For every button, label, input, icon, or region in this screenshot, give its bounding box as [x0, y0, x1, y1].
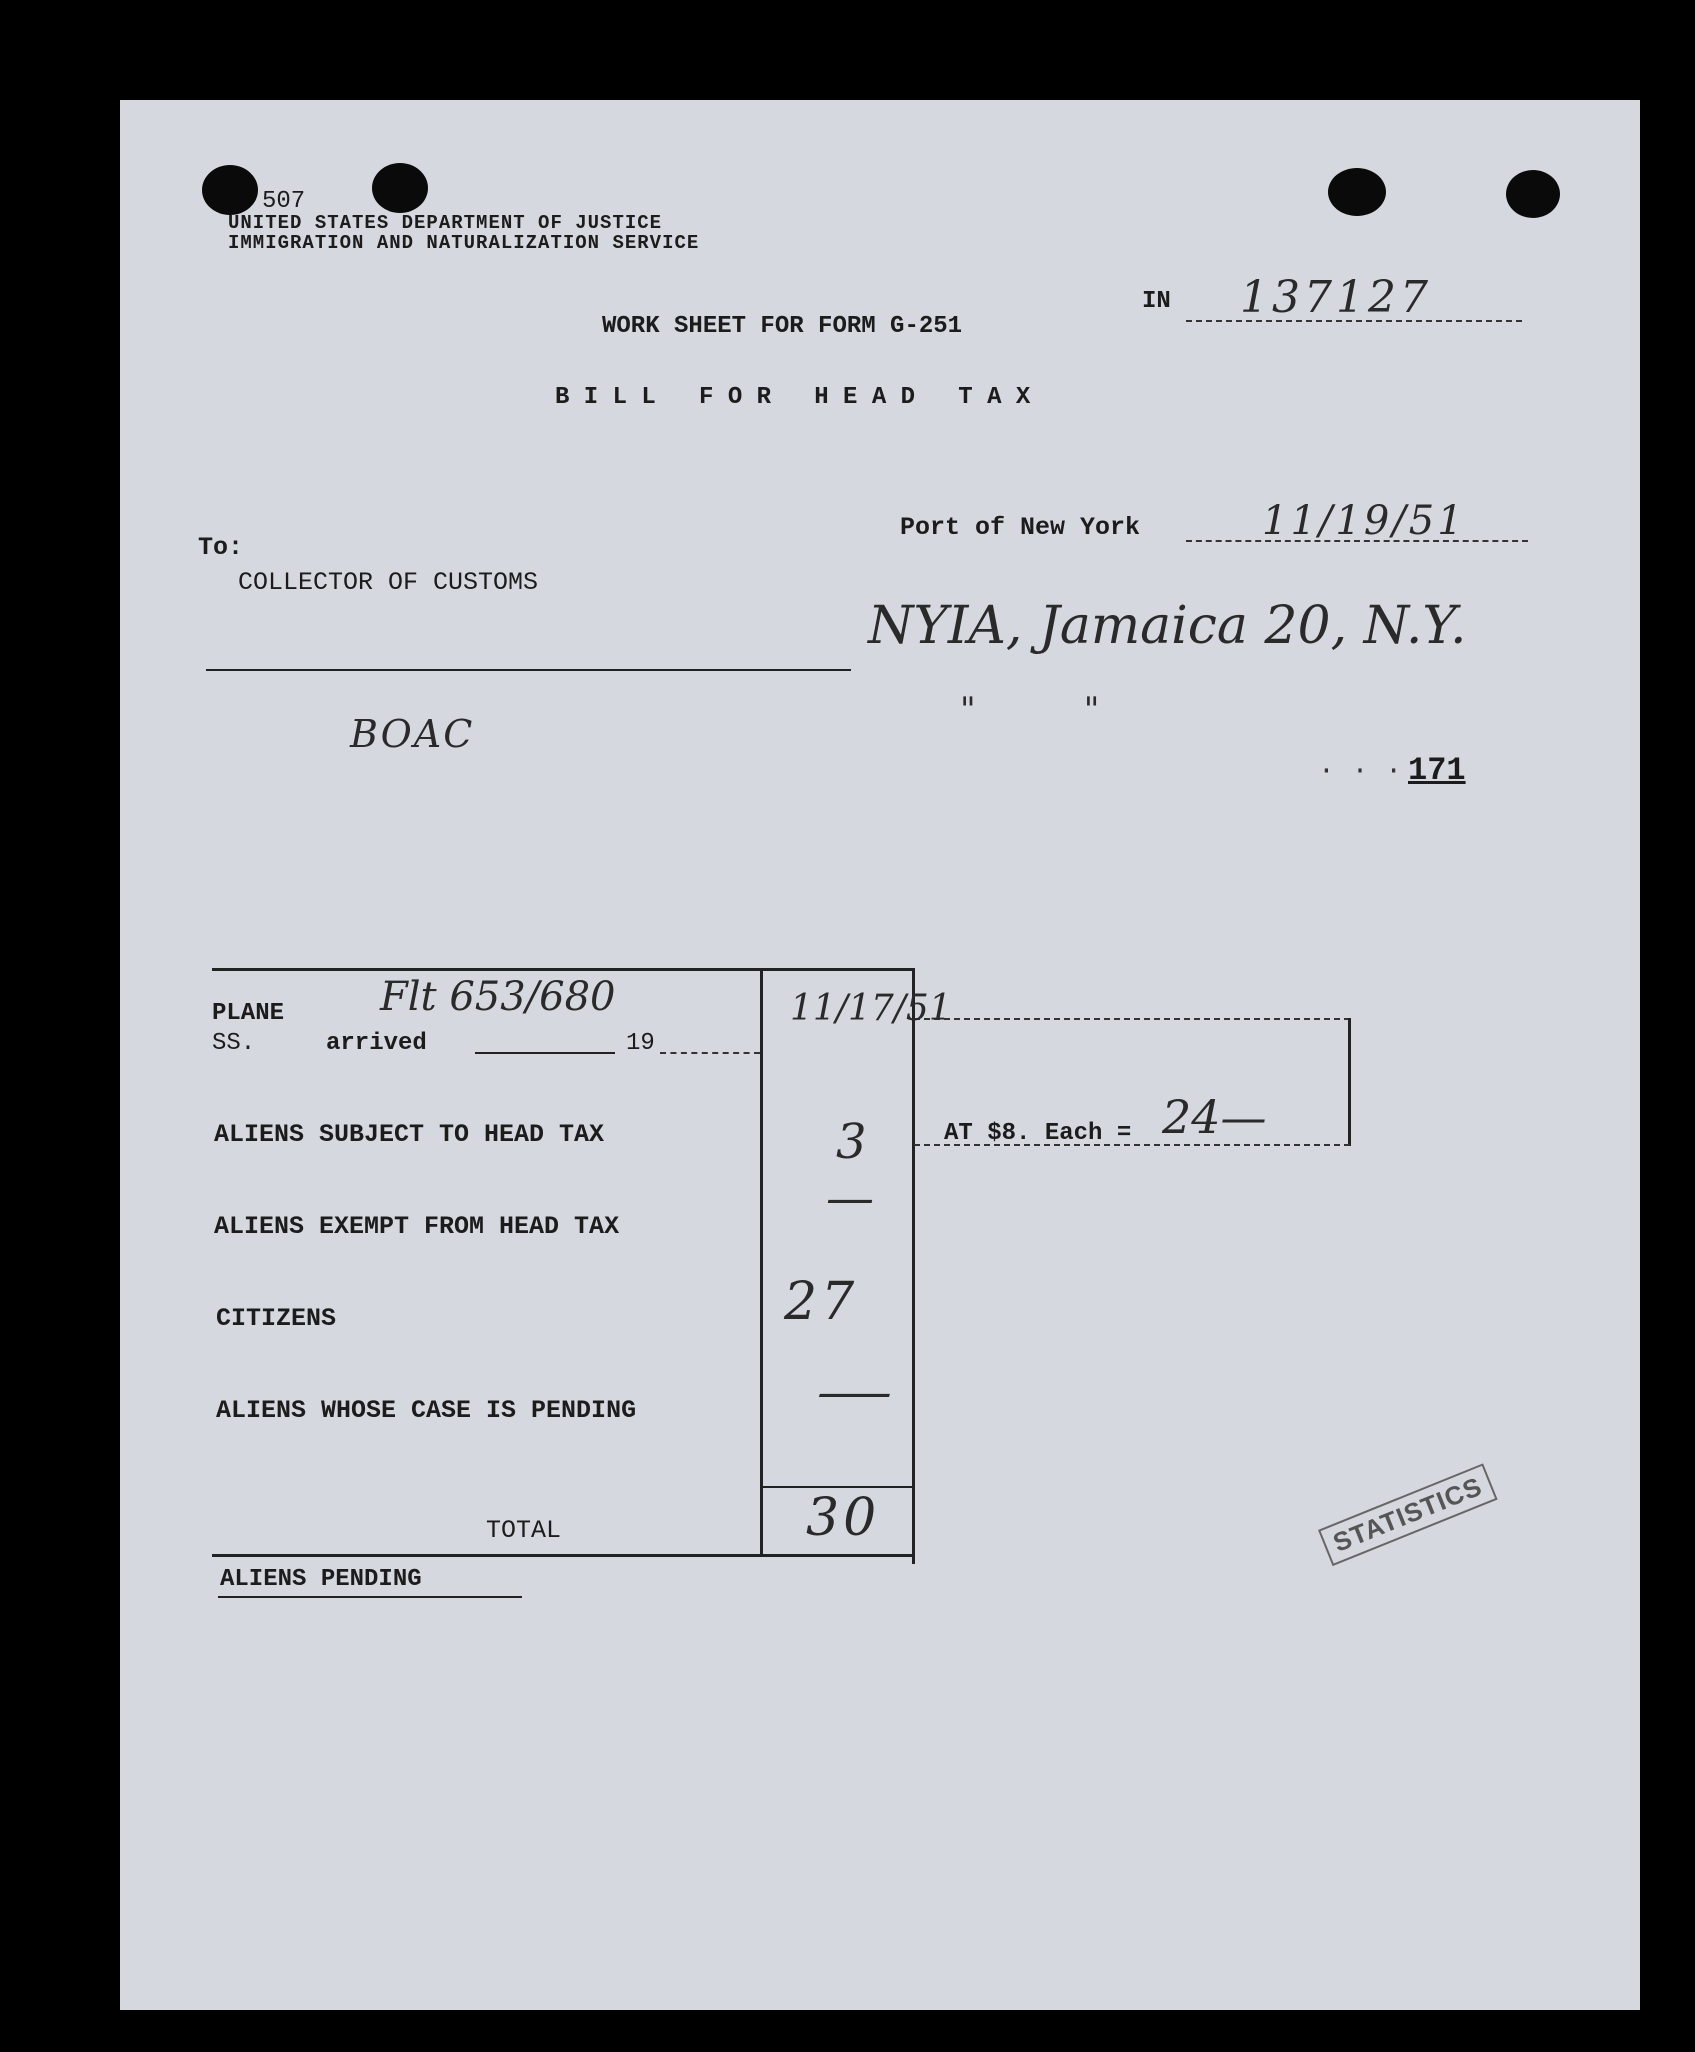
punch-hole	[1506, 170, 1560, 218]
statistics-stamp: STATISTICS	[1318, 1463, 1497, 1566]
reference-dots: · · ·	[1318, 756, 1403, 787]
arrival-date: 11/17/51	[790, 988, 952, 1029]
table-top-line	[212, 968, 914, 971]
addressee: COLLECTOR OF CUSTOMS	[238, 568, 539, 597]
flight-number: Flt 653/680	[380, 974, 616, 1020]
punch-hole	[202, 165, 258, 215]
port-date: 11/19/51	[1262, 498, 1466, 544]
reference-number: 171	[1408, 752, 1466, 789]
total-label: TOTAL	[486, 1516, 562, 1545]
department-line: UNITED STATES DEPARTMENT OF JUSTICE	[228, 212, 663, 234]
form-subtitle: B I L L F O R H E A D T A X	[555, 384, 1031, 411]
table-bottom-line	[212, 1554, 914, 1557]
row-exempt-label: ALIENS EXEMPT FROM HEAD TAX	[214, 1212, 620, 1241]
form-title: WORK SHEET FOR FORM G-251	[602, 313, 963, 340]
in-number: 137127	[1240, 272, 1432, 323]
carrier: BOAC	[350, 712, 475, 756]
handwritten-location: NYIA, Jamaica 20, N.Y.	[868, 596, 1467, 656]
table-mid-divider	[760, 968, 763, 1556]
tax-box-top	[914, 1018, 1350, 1020]
row-subject-label: ALIENS SUBJECT TO HEAD TAX	[214, 1120, 605, 1149]
row-citizens-value: 27	[784, 1272, 859, 1332]
aliens-pending-label: ALIENS PENDING	[220, 1566, 422, 1593]
addressee-line	[206, 669, 851, 671]
tax-box-right	[1348, 1018, 1351, 1146]
total-value: 30	[806, 1488, 881, 1548]
row-pending-label: ALIENS WHOSE CASE IS PENDING	[216, 1396, 637, 1425]
row-exempt-value: —	[826, 1170, 874, 1226]
ditto-marks: " "	[960, 690, 1100, 730]
aliens-pending-line	[218, 1596, 522, 1598]
year-line	[660, 1052, 760, 1054]
in-number-line	[1186, 320, 1522, 322]
table-right-divider	[912, 968, 915, 1564]
row-citizens-label: CITIZENS	[216, 1304, 337, 1333]
punch-hole	[372, 163, 428, 213]
port-label: Port of New York	[900, 513, 1141, 542]
row-subject-value: 3	[836, 1114, 867, 1170]
arrived-label: arrived	[326, 1030, 427, 1057]
to-label: To:	[198, 533, 244, 562]
service-line: IMMIGRATION AND NATURALIZATION SERVICE	[228, 232, 700, 254]
form-number: 507	[262, 188, 306, 215]
punch-hole	[1328, 168, 1386, 216]
arrived-blank-line	[475, 1052, 615, 1054]
in-label: IN	[1142, 288, 1171, 315]
rate-label: AT $8. Each =	[944, 1120, 1132, 1147]
plane-label: PLANE	[212, 1000, 285, 1027]
port-date-line	[1186, 540, 1528, 542]
ss-label: SS.	[212, 1030, 256, 1057]
row-pending-value: —	[816, 1364, 893, 1420]
year-prefix: 19	[626, 1030, 655, 1057]
rate-amount: 24—	[1162, 1090, 1267, 1144]
